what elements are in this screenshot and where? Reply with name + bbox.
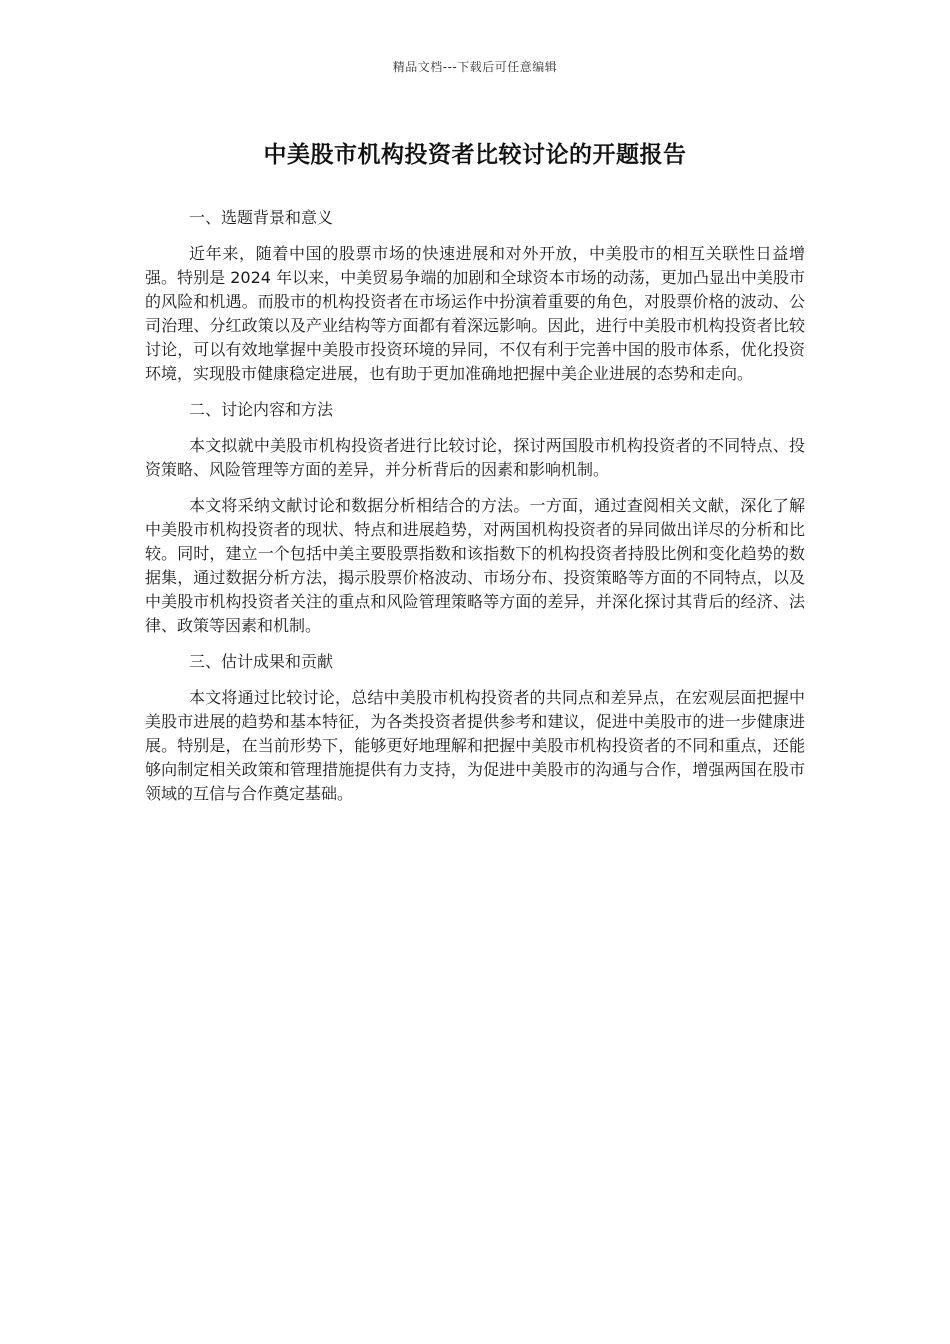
- paragraph-background: 近年来，随着中国的股票市场的快速进展和对外开放，中美股市的相互关联性日益增强。特别是 2024 年以来，中美贸易争端的加剧和全球资本市场的动荡，更加凸显出中美股市的风险和机遇。而股市的机构投资者在市场运作中扮演着重要的角色，对股票价格的波动、公司治理、分红政策以及产业结构等方面都有着深远影响。因此，进行中美股市机构投资者比较讨论，可以有效地掌握中美股市投资环境的异同，不仅有利于完善中国的股市体系，优化投资环境，实现股市健康稳定进展，也有助于更加准确地把握中美企业进展的态势和走向。: [145, 244, 805, 383]
- document-body: [145, 206, 805, 818]
- paragraph-content: 本文拟就中美股市机构投资者进行比较讨论，探讨两国股市机构投资者的不同特点、投资策略、风险管理等方面的差异，并分析背后的因素和影响机制。: [145, 436, 805, 479]
- paragraph-method: 本文将采纳文献讨论和数据分析相结合的方法。一方面，通过查阅相关文献，深化了解中美股市机构投资者的现状、特点和进展趋势，对两国机构投资者的异同做出详尽的分析和比较。同时，建立一个包括中美主要股票指数和该指数下的机构投资者持股比例和变化趋势的数据集，通过数据分析方法，揭示股票价格波动、市场分布、投资策略等方面的不同特点，以及中美股市机构投资者关注的重点和风险管理策略等方面的差异，并深化探讨其背后的经济、法律、政策等因素和机制。: [145, 496, 805, 635]
- document-title: 中美股市机构投资者比较讨论的开题报告: [263, 142, 687, 168]
- section-heading-results: 三、估计成果和贡献: [189, 652, 334, 671]
- section-heading-background: 一、选题背景和意义: [189, 208, 334, 227]
- header-note: 精品文档---下载后可任意编辑: [392, 60, 558, 74]
- paragraph-results: 本文将通过比较讨论，总结中美股市机构投资者的共同点和差异点，在宏观层面把握中美股市进展的趋势和基本特征，为各类投资者提供参考和建议，促进中美股市的进一步健康进展。特别是，在当前形势下，能够更好地理解和把握中美股市机构投资者的不同和重点，还能够向制定相关政策和管理措施提供有力支持，为促进中美股市的沟通与合作，增强两国在股市领域的互信与合作奠定基础。: [145, 688, 805, 803]
- section-heading-content-method: 二、讨论内容和方法: [189, 400, 334, 419]
